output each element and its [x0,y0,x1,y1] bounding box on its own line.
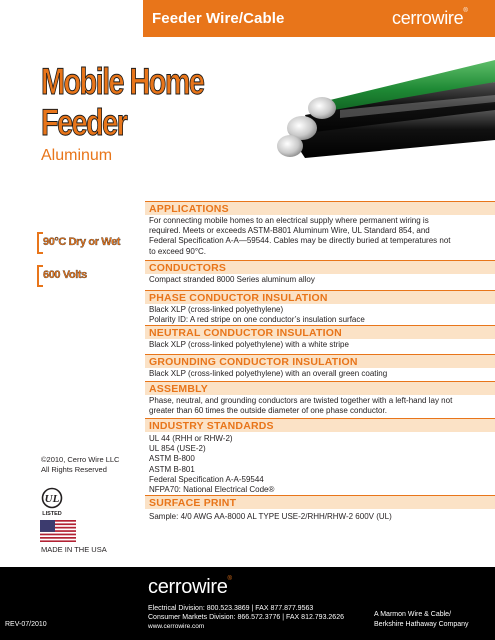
footer-parent-company-line1: A Marmon Wire & Cable/ [374,611,452,618]
body-line: Black XLP (cross-linked polyethylene) [149,305,284,314]
revision-date: REV-07/2010 [5,621,47,628]
body-line: UL 44 (RHH or RHW-2) [149,434,233,443]
section-neutral-insulation-heading [145,325,495,339]
body-line: required. Meets or exceeds ASTM-B801 Aluminum Wire, UL Standard 854, and [149,226,430,236]
section-grounding-insulation-heading [145,354,495,368]
section-grounding-insulation-body [149,369,479,379]
section-applications-body [149,216,479,257]
section-conductors-heading [145,260,495,274]
body-line: UL 854 (USE-2) [149,444,206,454]
body-line: Federal Specification A-A-59544 [149,474,264,484]
section-assembly-heading [145,381,495,395]
section-heading-text: INDUSTRY STANDARDS [149,420,274,432]
body-line: NFPA70: National Electrical Code® [149,485,275,495]
category-title: Feeder Wire/Cable [152,10,285,27]
ul-logo-text: UL [44,493,60,505]
body-line: Compact stranded 8000 Series aluminum alloy [149,275,315,284]
section-heading-text: PHASE CONDUCTOR INSULATION [149,292,328,304]
strand-end-3 [277,135,303,157]
product-title-line1: Mobile Home [41,61,204,102]
footer-bar [0,567,495,640]
body-line: Phase, neutral, and grounding conductors are twisted together with a left-hand lay not [149,396,453,405]
strand-end-1 [308,97,336,119]
section-neutral-insulation-body [149,340,479,350]
body-line: to exceed 90°C. [149,246,207,256]
footer-brand-logo [148,576,232,599]
brand-logo [392,8,467,29]
cable-photo [260,40,495,165]
section-phase-insulation-body [149,305,479,325]
body-line: greater than 60 times the outside diameter of one phase conductor. [149,406,387,416]
section-surface-print-heading [145,495,495,509]
section-heading-text: CONDUCTORS [149,262,227,274]
body-line: ASTM B-801 [149,464,195,474]
feature-voltage: 600 Volts [43,269,87,281]
section-conductors-body [149,275,479,285]
footer-parent-company-line2: Berkshire Hathaway Company [374,621,469,628]
section-heading-text: ASSEMBLY [149,383,208,395]
copyright-line: ©2010, Cerro Wire LLC [41,455,120,464]
body-line: Black XLP (cross-linked polyethylene) with a white stripe [149,340,349,349]
footer-registered-mark: ® [227,576,232,582]
product-subtitle: Aluminum [41,147,113,164]
section-heading-text: APPLICATIONS [149,203,229,215]
made-in-usa: MADE IN THE USA [41,545,107,554]
section-applications-heading [145,201,495,215]
copyright [41,455,119,474]
section-standards-heading [145,418,495,432]
body-line: Sample: 4/0 AWG AA-8000 AL TYPE USE-2/RHH/RHW-2 600V (UL) [149,512,392,521]
footer-website-link[interactable]: www.cerrowire.com [148,623,205,630]
usa-flag-icon [40,520,76,542]
section-surface-print-body [149,512,479,522]
body-line: Polarity ID: A red stripe on one conductor’s insulation surface [149,315,365,325]
feature-temperature: 90°C Dry or Wet [43,236,121,248]
section-standards-body [149,434,479,495]
body-line: Federal Specification A-A—59544. Cables may be directly buried at temperatures not [149,236,451,246]
footer-consumer-division: Consumer Markets Division: 866.572.3776 | FAX 812.793.2626 [148,614,344,621]
copyright-line: All Rights Reserved [41,464,107,474]
ul-listed-text: LISTED [42,511,62,517]
product-title-line2: Feeder [41,102,127,143]
section-phase-insulation-heading [145,290,495,304]
section-heading-text: NEUTRAL CONDUCTOR INSULATION [149,327,342,339]
ul-listed-logo [40,487,64,517]
registered-mark: ® [463,8,468,14]
body-line: For connecting mobile homes to an electrical supply where permanent wiring is [149,216,429,225]
footer-electrical-division: Electrical Division: 800.523.3869 | FAX 877.877.9563 [148,605,314,612]
brand-logo-text: cerrowire [392,8,464,28]
section-heading-text: SURFACE PRINT [149,497,237,509]
section-assembly-body [149,396,479,416]
body-line: ASTM B-800 [149,454,195,464]
section-heading-text: GROUNDING CONDUCTOR INSULATION [149,356,358,368]
body-line: Black XLP (cross-linked polyethylene) with an overall green coating [149,369,388,378]
footer-brand-text: cerrowire [148,576,228,598]
